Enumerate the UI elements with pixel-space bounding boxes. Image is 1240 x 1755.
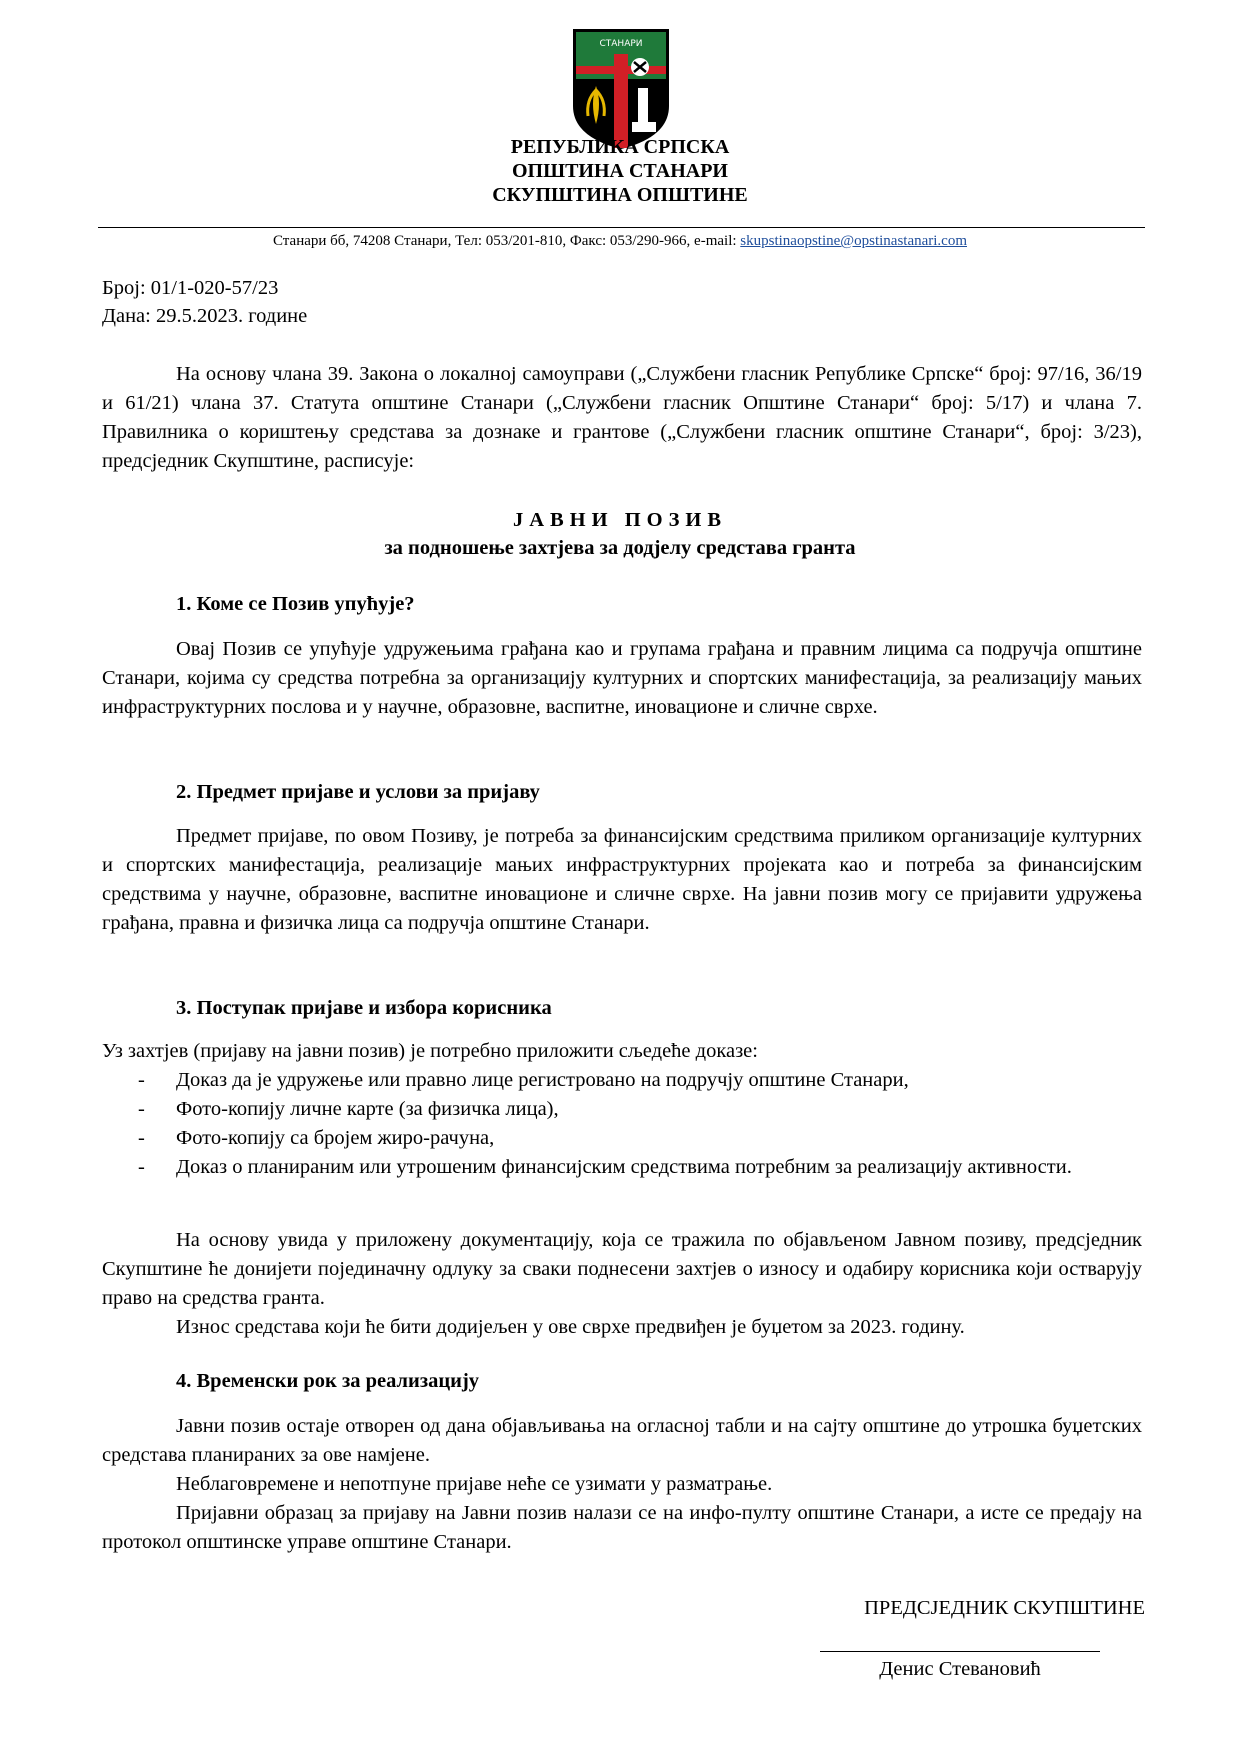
signature-line bbox=[820, 1651, 1100, 1652]
section-3-text: На основу увида у приложену документацију, која се тражила по објављеном Јавном позиву, предсједник Скупштине ће донијети појединачну одлуку за сваки поднесени захтјев о износу и одабиру корисника који остварују право на средства гранта. bbox=[102, 1229, 1142, 1309]
list-item: - Доказ да је удружење или правно лице регистровано на подручју општине Станари, bbox=[138, 1069, 909, 1091]
section-2-heading: 2. Предмет пријаве и услови за пријаву bbox=[176, 781, 540, 803]
header-divider bbox=[98, 227, 1145, 228]
section-3-budget-text: Износ средстава који ће бити додијељен у ове сврхе предвиђен је буџетом за 2023. годину. bbox=[176, 1316, 965, 1338]
list-item: - Фото-копију личне карте (за физичка лица), bbox=[138, 1098, 559, 1120]
document-number: Број: 01/1-020-57/23 bbox=[102, 277, 279, 299]
section-2-text: Предмет пријаве, по овом Позиву, је потреба за финансијским средствима приликом организације културних и спортских манифестација, реализације мањих инфраструктурних пројеката као и потреба за финансијским средствима у научне, образовне, васпитне иновационе и сличне сврхе. На јавни позив могу се пријавити удружења грађана, правна и физичка лица са подручја општине Станари. bbox=[102, 825, 1142, 934]
section-4-text: Јавни позив остаје отворен од дана објављивања на огласној табли и на сајту општине до утрошка буџетских средстава планираних за ове намјене. bbox=[102, 1415, 1142, 1466]
document-title: ЈАВНИ ПОЗИВ bbox=[512, 509, 728, 531]
section-3-heading: 3. Поступак пријаве и избора корисника bbox=[176, 997, 552, 1019]
document-subtitle: за подношење захтјева за додјелу средстава гранта bbox=[384, 537, 856, 559]
email-link[interactable]: skupstinaopstine@opstinastanari.com bbox=[740, 233, 967, 249]
section-1-text: Овај Позив се упућује удружењима грађана као и групама грађана и правним лицима са подручја општине Станари, којима су средства потребна за организацију културних и спортских манифестација, за реализацију мањих инфраструктурних послова и у научне, образовне, васпитне, иновационе и сличне сврхе. bbox=[102, 638, 1142, 718]
document-date: Дана: 29.5.2023. године bbox=[102, 305, 308, 327]
signature-name: Денис Стевановић bbox=[879, 1658, 1041, 1680]
section-3-lead: Уз захтјев (пријаву на јавни позив) је потребно приложити сљедеће доказе: bbox=[102, 1040, 758, 1062]
contact-info bbox=[0, 232, 1240, 250]
section-4-text-form: Пријавни образац за пријаву на Јавни позив налази се на инфо-пулту општине Станари, а исте се предају на протокол општинске управе општине Станари. bbox=[102, 1502, 1142, 1553]
header-republic: РЕПУБЛИКА СРПСКА bbox=[510, 136, 730, 158]
requirements-list bbox=[102, 1066, 1142, 1182]
intro-paragraph: На основу члана 39. Закона о локалној самоуправи („Службени гласник Републике Српске“ број: 97/16, 36/19 и 61/21) члана 37. Статута општине Станари („Службени гласник Општине Станари“ број: 5/17) и члана 7. Правилника о кориштењу средстава за дознаке и грантове („Службени гласник општине Станари“, број: 3/23), предсједник Скупштине, расписује: bbox=[102, 363, 1142, 472]
section-1-heading: 1. Коме се Позив упућује? bbox=[176, 593, 415, 615]
list-item: - Доказ о планираним или утрошеним финансијским средствима потребним за реализацију активности. bbox=[138, 1156, 1072, 1178]
crest-label: СТАНАРИ bbox=[599, 39, 643, 49]
section-4-heading: 4. Временски рок за реализацију bbox=[176, 1370, 480, 1392]
header-assembly: СКУПШТИНА ОПШТИНЕ bbox=[492, 184, 748, 206]
signature-title: ПРЕДСЈЕДНИК СКУПШТИНЕ bbox=[864, 1597, 1145, 1619]
section-4-text-late: Неблаговремене и непотпуне пријаве неће се узимати у разматрање. bbox=[176, 1473, 773, 1495]
municipality-crest-icon bbox=[572, 28, 670, 150]
contact-text: Станари бб, 74208 Станари, Тел: 053/201-810, Факс: 053/290-966, e-mail: bbox=[272, 233, 741, 249]
header-municipality: ОПШТИНА СТАНАРИ bbox=[512, 160, 728, 182]
list-item: - Фото-копију са бројем жиро-рачуна, bbox=[138, 1127, 495, 1149]
